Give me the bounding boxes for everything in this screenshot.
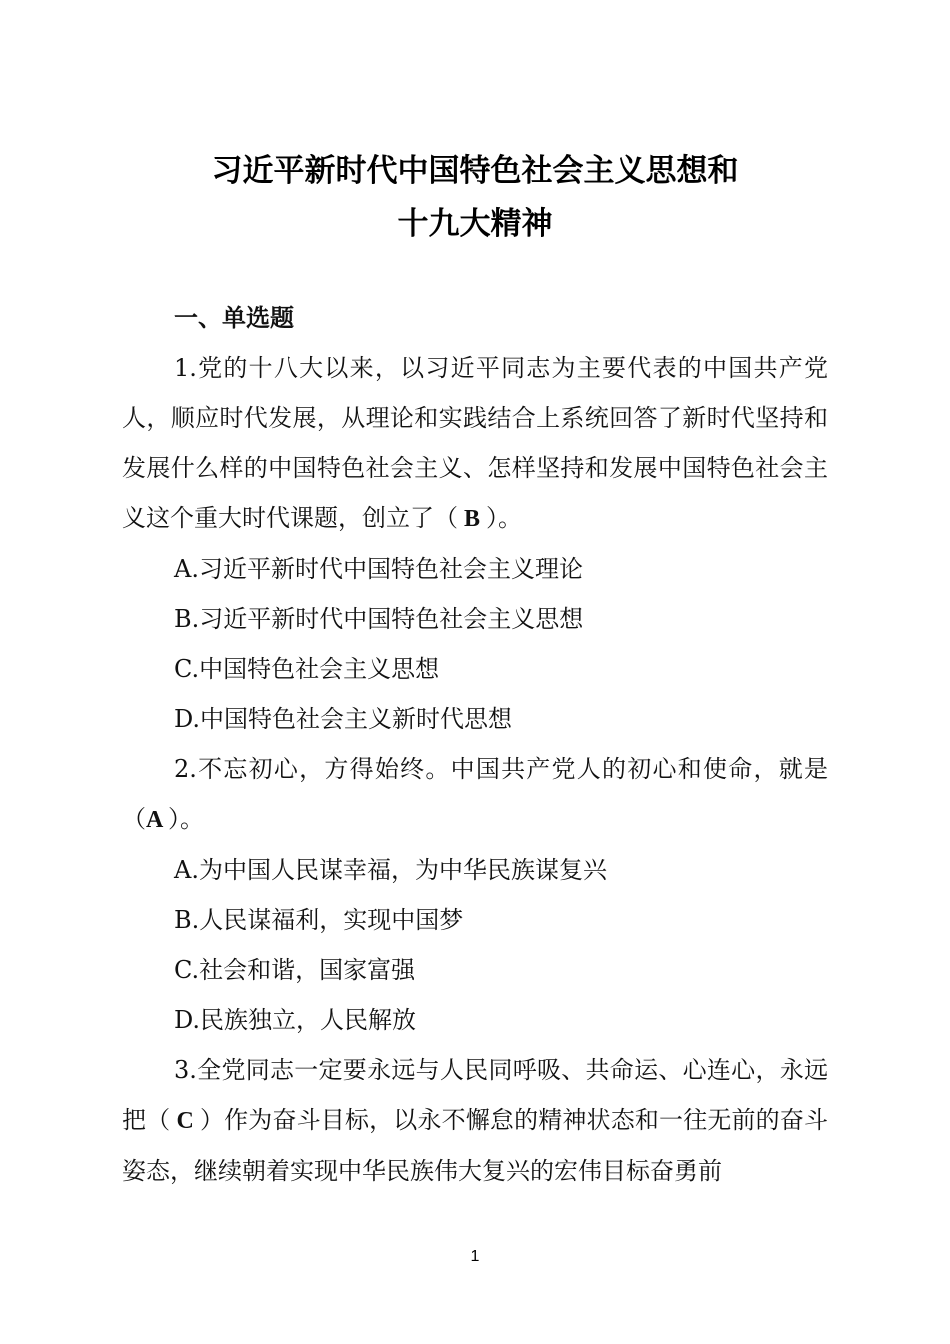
question-1-text: 1.党的十八大以来，以习近平同志为主要代表的中国共产党人，顺应时代发展，从理论和实践结合上系统回答了新时代坚持和发展什么样的中国特色社会主义、怎样坚持和发展中国特色社会主义这个重大时代课题，创立了（ (122, 354, 828, 532)
question-3 (122, 1045, 828, 1196)
page-number: 1 (470, 1248, 480, 1265)
question-2-option-d: D.民族独立，人民解放 (174, 1006, 417, 1034)
question-1-option-a: A.习近平新时代中国特色社会主义理论 (174, 555, 583, 583)
question-2-text: 2.不忘初心，方得始终。中国共产党人的初心和使命，就是（ (122, 755, 828, 833)
document-body (122, 293, 828, 1196)
question-2-option-a: A.为中国人民谋幸福，为中华民族谋复兴 (174, 856, 607, 884)
question-1-option-c: C.中国特色社会主义思想 (174, 655, 440, 683)
question-2-text-end: ）。 (168, 805, 205, 833)
question-3-text-end: ）作为奋斗目标，以永不懈怠的精神状态和一往无前的奋斗姿态，继续朝着实现中华民族伟大复兴的宏伟目标奋勇前 (122, 1106, 828, 1185)
section-heading: 一、单选题 (174, 304, 294, 332)
question-2-answer: A (146, 807, 169, 833)
question-3-text: 3.全党同志一定要永远与人民同呼吸、共命运、心连心，永远把（ (122, 1056, 828, 1134)
question-1-answer: B (458, 506, 487, 532)
question-2-option-c: C.社会和谐，国家富强 (174, 956, 416, 984)
question-1-text-end: ）。 (486, 504, 523, 532)
question-1 (122, 343, 828, 544)
document-title-line-2: 十九大精神 (397, 206, 553, 242)
question-1-option-d: D.中国特色社会主义新时代思想 (174, 705, 513, 733)
question-1-option-b: B.习近平新时代中国特色社会主义思想 (174, 605, 584, 633)
question-2-option-b: B.人民谋福利，实现中国梦 (174, 906, 464, 934)
question-3-answer: C (170, 1108, 200, 1134)
question-2 (122, 744, 828, 845)
document-title-line-1: 习近平新时代中国特色社会主义思想和 (211, 153, 739, 189)
